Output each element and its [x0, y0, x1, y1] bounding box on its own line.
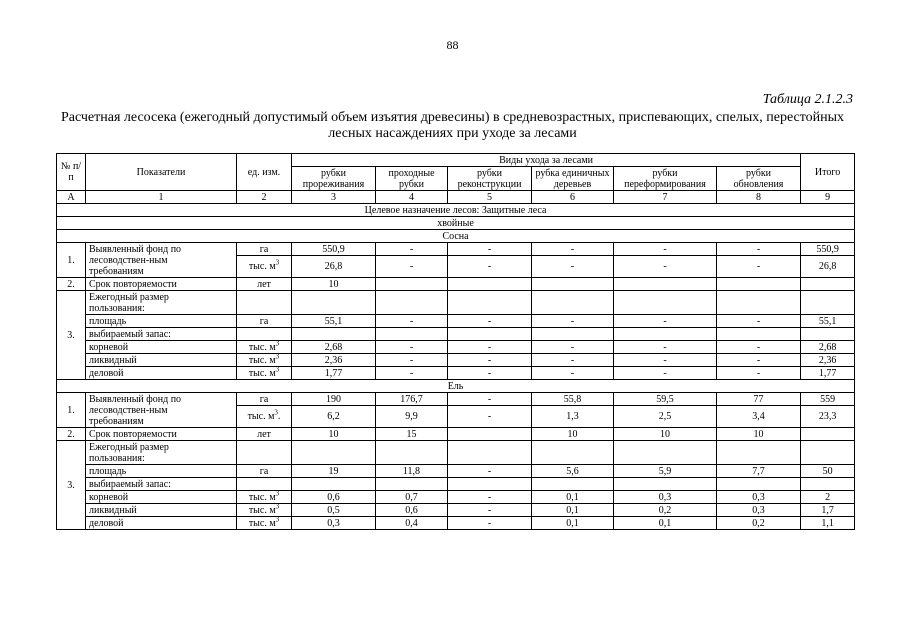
pine-stock-empty-6 [717, 328, 801, 341]
spruce-repeat-col-3: 10 [292, 428, 376, 441]
pine-liquid-col-9: 2,36 [801, 354, 855, 367]
pine-row-number-3: 3. [57, 291, 86, 380]
spruce-business-col-8: 0,2 [717, 517, 801, 530]
pine-business-unit [237, 367, 292, 380]
header-indicators: Показатели [86, 154, 237, 191]
spruce-fund-unit-ha: га [237, 393, 292, 406]
pine-stock-empty-7 [801, 328, 855, 341]
pine-annual-empty-0 [237, 291, 292, 315]
spruce-business-col-6: 0,1 [532, 517, 614, 530]
spruce-area-col-4: 11,8 [376, 465, 448, 478]
pine-liquid-label: ликвидный [86, 354, 237, 367]
pine-root-unit [237, 341, 292, 354]
unit-superscript: 3 [275, 258, 280, 267]
pine-annual-empty-4 [532, 291, 614, 315]
spruce-row-number-2: 2. [57, 428, 86, 441]
column-index-3: 3 [292, 191, 376, 204]
spruce-repeat-col-5 [448, 428, 532, 441]
spruce-area-col-3: 19 [292, 465, 376, 478]
spruce-annual-empty-7 [801, 441, 855, 465]
pine-repeat-col-4 [376, 278, 448, 291]
pine-liquid-col-7: - [614, 354, 717, 367]
spruce-stock-label: выбираемый запас: [86, 478, 237, 491]
pine-root-col-7: - [614, 341, 717, 354]
spruce-annual-empty-0 [237, 441, 292, 465]
spruce-stock-empty-1 [292, 478, 376, 491]
spruce-business-col-3: 0,3 [292, 517, 376, 530]
spruce-root-unit [237, 491, 292, 504]
pine-annual-empty-3 [448, 291, 532, 315]
pine-repeat-col-3: 10 [292, 278, 376, 291]
spruce-repeat-unit: лет [237, 428, 292, 441]
spruce-business-unit [237, 517, 292, 530]
spruce-repeat-col-6: 10 [532, 428, 614, 441]
header-col-8: рубки обновления [717, 167, 801, 191]
pine-liquid-col-8: - [717, 354, 801, 367]
unit-text: тыс. м [248, 261, 276, 272]
spruce-annual-empty-1 [292, 441, 376, 465]
pine-area-col-8: - [717, 315, 801, 328]
pine-fund_ha-col-9: 550,9 [801, 243, 855, 256]
spruce-fund-label [86, 393, 237, 428]
pine-area-unit: га [237, 315, 292, 328]
pine-repeat-col-9 [801, 278, 855, 291]
label-line: Выявленный фонд по [89, 393, 182, 405]
pine-annual-empty-5 [614, 291, 717, 315]
label-line: лесоводствен-ным [89, 404, 168, 416]
pine-stock-empty-3 [448, 328, 532, 341]
pine-fund_ha-col-3: 550,9 [292, 243, 376, 256]
pine-liquid-col-3: 2,36 [292, 354, 376, 367]
pine-fund-unit-ha: га [237, 243, 292, 256]
unit-superscript: 3 [275, 490, 280, 498]
column-index-5: 5 [448, 191, 532, 204]
spruce-root-label: корневой [86, 491, 237, 504]
column-index-1: 1 [86, 191, 237, 204]
pine-stock-empty-4 [532, 328, 614, 341]
pine-stock-empty-1 [292, 328, 376, 341]
spruce-annual-empty-5 [614, 441, 717, 465]
page-number: 88 [446, 38, 459, 52]
spruce-fund-unit-m3 [237, 406, 292, 428]
header-no: № п/п [57, 154, 86, 191]
pine-fund_m3-col-6: - [532, 256, 614, 278]
spruce-business-col-9: 1,1 [801, 517, 855, 530]
spruce-fund_m3-col-8: 3,4 [717, 406, 801, 428]
spruce-business-label: деловой [86, 517, 237, 530]
pine-annual-empty-1 [292, 291, 376, 315]
pine-liquid-col-5: - [448, 354, 532, 367]
spruce-repeat-col-7: 10 [614, 428, 717, 441]
table-id: Таблица 2.1.2.3 [762, 92, 853, 107]
forest-care-table [56, 153, 855, 530]
label-line: лесоводствен-ным [89, 254, 168, 266]
label-line: Ежегодный размер [89, 291, 169, 303]
column-index-8: 8 [717, 191, 801, 204]
unit-superscript: 3 [275, 353, 280, 361]
spruce-fund_m3-col-5: - [448, 406, 532, 428]
spruce-fund_ha-col-3: 190 [292, 393, 376, 406]
spruce-liquid-unit [237, 504, 292, 517]
spruce-fund_m3-col-3: 6,2 [292, 406, 376, 428]
header-col-4: проходные рубки [376, 167, 448, 191]
unit-text: тыс. м [248, 517, 276, 529]
pine-business-col-4: - [376, 367, 448, 380]
pine-fund-unit-m3 [237, 256, 292, 278]
spruce-repeat-col-4: 15 [376, 428, 448, 441]
spruce-annual-empty-3 [448, 441, 532, 465]
spruce-area-col-7: 5,9 [614, 465, 717, 478]
pine-area-col-4: - [376, 315, 448, 328]
spruce-liquid-col-3: 0,5 [292, 504, 376, 517]
spruce-area-unit: га [237, 465, 292, 478]
spruce-repeat-col-8: 10 [717, 428, 801, 441]
spruce-stock-empty-0 [237, 478, 292, 491]
spruce-stock-empty-2 [376, 478, 448, 491]
spruce-root-col-5: - [448, 491, 532, 504]
pine-liquid-unit [237, 354, 292, 367]
spruce-annual-empty-2 [376, 441, 448, 465]
label-line: требованиям [89, 415, 144, 427]
header-care-types: Виды ухода за лесами [292, 154, 801, 167]
spruce-fund_m3-col-9: 23,3 [801, 406, 855, 428]
pine-repeat-col-8 [717, 278, 801, 291]
unit-dot: . [277, 411, 281, 422]
unit-text: тыс. м [248, 504, 276, 516]
spruce-business-col-4: 0,4 [376, 517, 448, 530]
label-line: Выявленный фонд по [89, 243, 182, 255]
spruce-root-col-4: 0,7 [376, 491, 448, 504]
pine-row-number-1: 1. [57, 243, 86, 278]
spruce-stock-empty-5 [614, 478, 717, 491]
column-index-row [57, 191, 855, 204]
pine-root-label: корневой [86, 341, 237, 354]
pine-root-col-3: 2,68 [292, 341, 376, 354]
spruce-stock-empty-7 [801, 478, 855, 491]
column-index-9: 9 [801, 191, 855, 204]
section-spruce: Ель [57, 380, 855, 393]
pine-business-col-6: - [532, 367, 614, 380]
pine-fund_m3-col-7: - [614, 256, 717, 278]
spruce-fund_ha-col-8: 77 [717, 393, 801, 406]
unit-superscript: 3 [275, 340, 280, 348]
pine-fund_ha-col-6: - [532, 243, 614, 256]
spruce-stock-empty-6 [717, 478, 801, 491]
pine-area-col-3: 55,1 [292, 315, 376, 328]
section-pine: Сосна [57, 230, 855, 243]
label-line: пользования: [89, 302, 145, 314]
pine-business-col-9: 1,77 [801, 367, 855, 380]
spruce-annual-empty-4 [532, 441, 614, 465]
unit-text: тыс. м [248, 341, 276, 353]
pine-fund_m3-col-5: - [448, 256, 532, 278]
spruce-liquid-col-5: - [448, 504, 532, 517]
spruce-liquid-col-9: 1,7 [801, 504, 855, 517]
pine-root-col-4: - [376, 341, 448, 354]
pine-stock-empty-5 [614, 328, 717, 341]
unit-text: тыс. м [248, 354, 276, 366]
spruce-business-col-5: - [448, 517, 532, 530]
spruce-fund_m3-col-6: 1,3 [532, 406, 614, 428]
spruce-area-col-5: - [448, 465, 532, 478]
label-line: требованиям [89, 265, 144, 277]
pine-repeat-label: Срок повторяемости [86, 278, 237, 291]
pine-business-col-5: - [448, 367, 532, 380]
spruce-row-number-1: 1. [57, 393, 86, 428]
pine-root-col-6: - [532, 341, 614, 354]
pine-business-col-3: 1,77 [292, 367, 376, 380]
spruce-area-col-9: 50 [801, 465, 855, 478]
column-index-2: 2 [237, 191, 292, 204]
spruce-liquid-col-4: 0,6 [376, 504, 448, 517]
spruce-root-col-7: 0,3 [614, 491, 717, 504]
spruce-fund_ha-col-9: 559 [801, 393, 855, 406]
spruce-annual-label [86, 441, 237, 465]
pine-area-col-9: 55,1 [801, 315, 855, 328]
pine-area-col-7: - [614, 315, 717, 328]
pine-repeat-unit: лет [237, 278, 292, 291]
pine-stock-empty-0 [237, 328, 292, 341]
spruce-liquid-col-7: 0,2 [614, 504, 717, 517]
unit-text: тыс. м [248, 367, 276, 379]
spruce-repeat-label: Срок повторяемости [86, 428, 237, 441]
pine-annual-empty-6 [717, 291, 801, 315]
unit-text: тыс. м [247, 411, 275, 422]
pine-repeat-col-6 [532, 278, 614, 291]
spruce-area-label: площадь [86, 465, 237, 478]
pine-stock-label: выбираемый запас: [86, 328, 237, 341]
spruce-root-col-3: 0,6 [292, 491, 376, 504]
pine-liquid-col-4: - [376, 354, 448, 367]
label-line: пользования: [89, 452, 145, 464]
column-index-0: А [57, 191, 86, 204]
spruce-stock-empty-3 [448, 478, 532, 491]
unit-superscript: 3 [275, 366, 280, 374]
pine-repeat-col-5 [448, 278, 532, 291]
pine-root-col-9: 2,68 [801, 341, 855, 354]
spruce-root-col-6: 0,1 [532, 491, 614, 504]
spruce-root-col-8: 0,3 [717, 491, 801, 504]
pine-fund-label [86, 243, 237, 278]
pine-fund_ha-col-7: - [614, 243, 717, 256]
pine-area-label: площадь [86, 315, 237, 328]
spruce-fund_m3-col-4: 9,9 [376, 406, 448, 428]
spruce-row-number-3: 3. [57, 441, 86, 530]
pine-area-col-5: - [448, 315, 532, 328]
pine-annual-empty-2 [376, 291, 448, 315]
spruce-area-col-8: 7,7 [717, 465, 801, 478]
pine-row-number-2: 2. [57, 278, 86, 291]
pine-fund_m3-col-4: - [376, 256, 448, 278]
unit-superscript: 3 [274, 408, 278, 417]
section-purpose: Целевое назначение лесов: Защитные леса [57, 204, 855, 217]
spruce-repeat-col-9 [801, 428, 855, 441]
spruce-fund_ha-col-4: 176,7 [376, 393, 448, 406]
unit-superscript: 3 [275, 503, 280, 511]
pine-annual-label [86, 291, 237, 315]
pine-business-col-8: - [717, 367, 801, 380]
spruce-root-col-9: 2 [801, 491, 855, 504]
pine-root-col-8: - [717, 341, 801, 354]
header-unit: ед. изм. [237, 154, 292, 191]
pine-fund_m3-col-9: 26,8 [801, 256, 855, 278]
spruce-fund_ha-col-7: 59,5 [614, 393, 717, 406]
pine-business-col-7: - [614, 367, 717, 380]
header-col-5: рубки реконструкции [448, 167, 532, 191]
spruce-liquid-col-8: 0,3 [717, 504, 801, 517]
label-line: Ежегодный размер [89, 441, 169, 453]
pine-fund_ha-col-5: - [448, 243, 532, 256]
header-total: Итого [801, 154, 855, 191]
spruce-fund_ha-col-6: 55,8 [532, 393, 614, 406]
header-col-6: рубка единичных деревьев [532, 167, 614, 191]
spruce-area-col-6: 5,6 [532, 465, 614, 478]
spruce-stock-empty-4 [532, 478, 614, 491]
pine-business-label: деловой [86, 367, 237, 380]
pine-area-col-6: - [532, 315, 614, 328]
pine-fund_ha-col-8: - [717, 243, 801, 256]
pine-annual-empty-7 [801, 291, 855, 315]
pine-fund_m3-col-8: - [717, 256, 801, 278]
column-index-4: 4 [376, 191, 448, 204]
table-title: Расчетная лесосека (ежегодный допустимый объем изъятия древесины) в средневозрастных, приспевающих, спелых, перестойных лесных насаждениях при уходе за лесами [60, 110, 845, 141]
spruce-business-col-7: 0,1 [614, 517, 717, 530]
pine-fund_ha-col-4: - [376, 243, 448, 256]
spruce-liquid-label: ликвидный [86, 504, 237, 517]
section-group: хвойные [57, 217, 855, 230]
pine-stock-empty-2 [376, 328, 448, 341]
column-index-7: 7 [614, 191, 717, 204]
spruce-fund_ha-col-5: - [448, 393, 532, 406]
pine-liquid-col-6: - [532, 354, 614, 367]
spruce-annual-empty-6 [717, 441, 801, 465]
pine-root-col-5: - [448, 341, 532, 354]
pine-repeat-col-7 [614, 278, 717, 291]
header-col-3: рубки прореживания [292, 167, 376, 191]
spruce-fund_m3-col-7: 2,5 [614, 406, 717, 428]
unit-superscript: 3 [275, 516, 280, 524]
column-index-6: 6 [532, 191, 614, 204]
spruce-liquid-col-6: 0,1 [532, 504, 614, 517]
unit-text: тыс. м [248, 491, 276, 503]
pine-fund_m3-col-3: 26,8 [292, 256, 376, 278]
header-col-7: рубки переформирования [614, 167, 717, 191]
